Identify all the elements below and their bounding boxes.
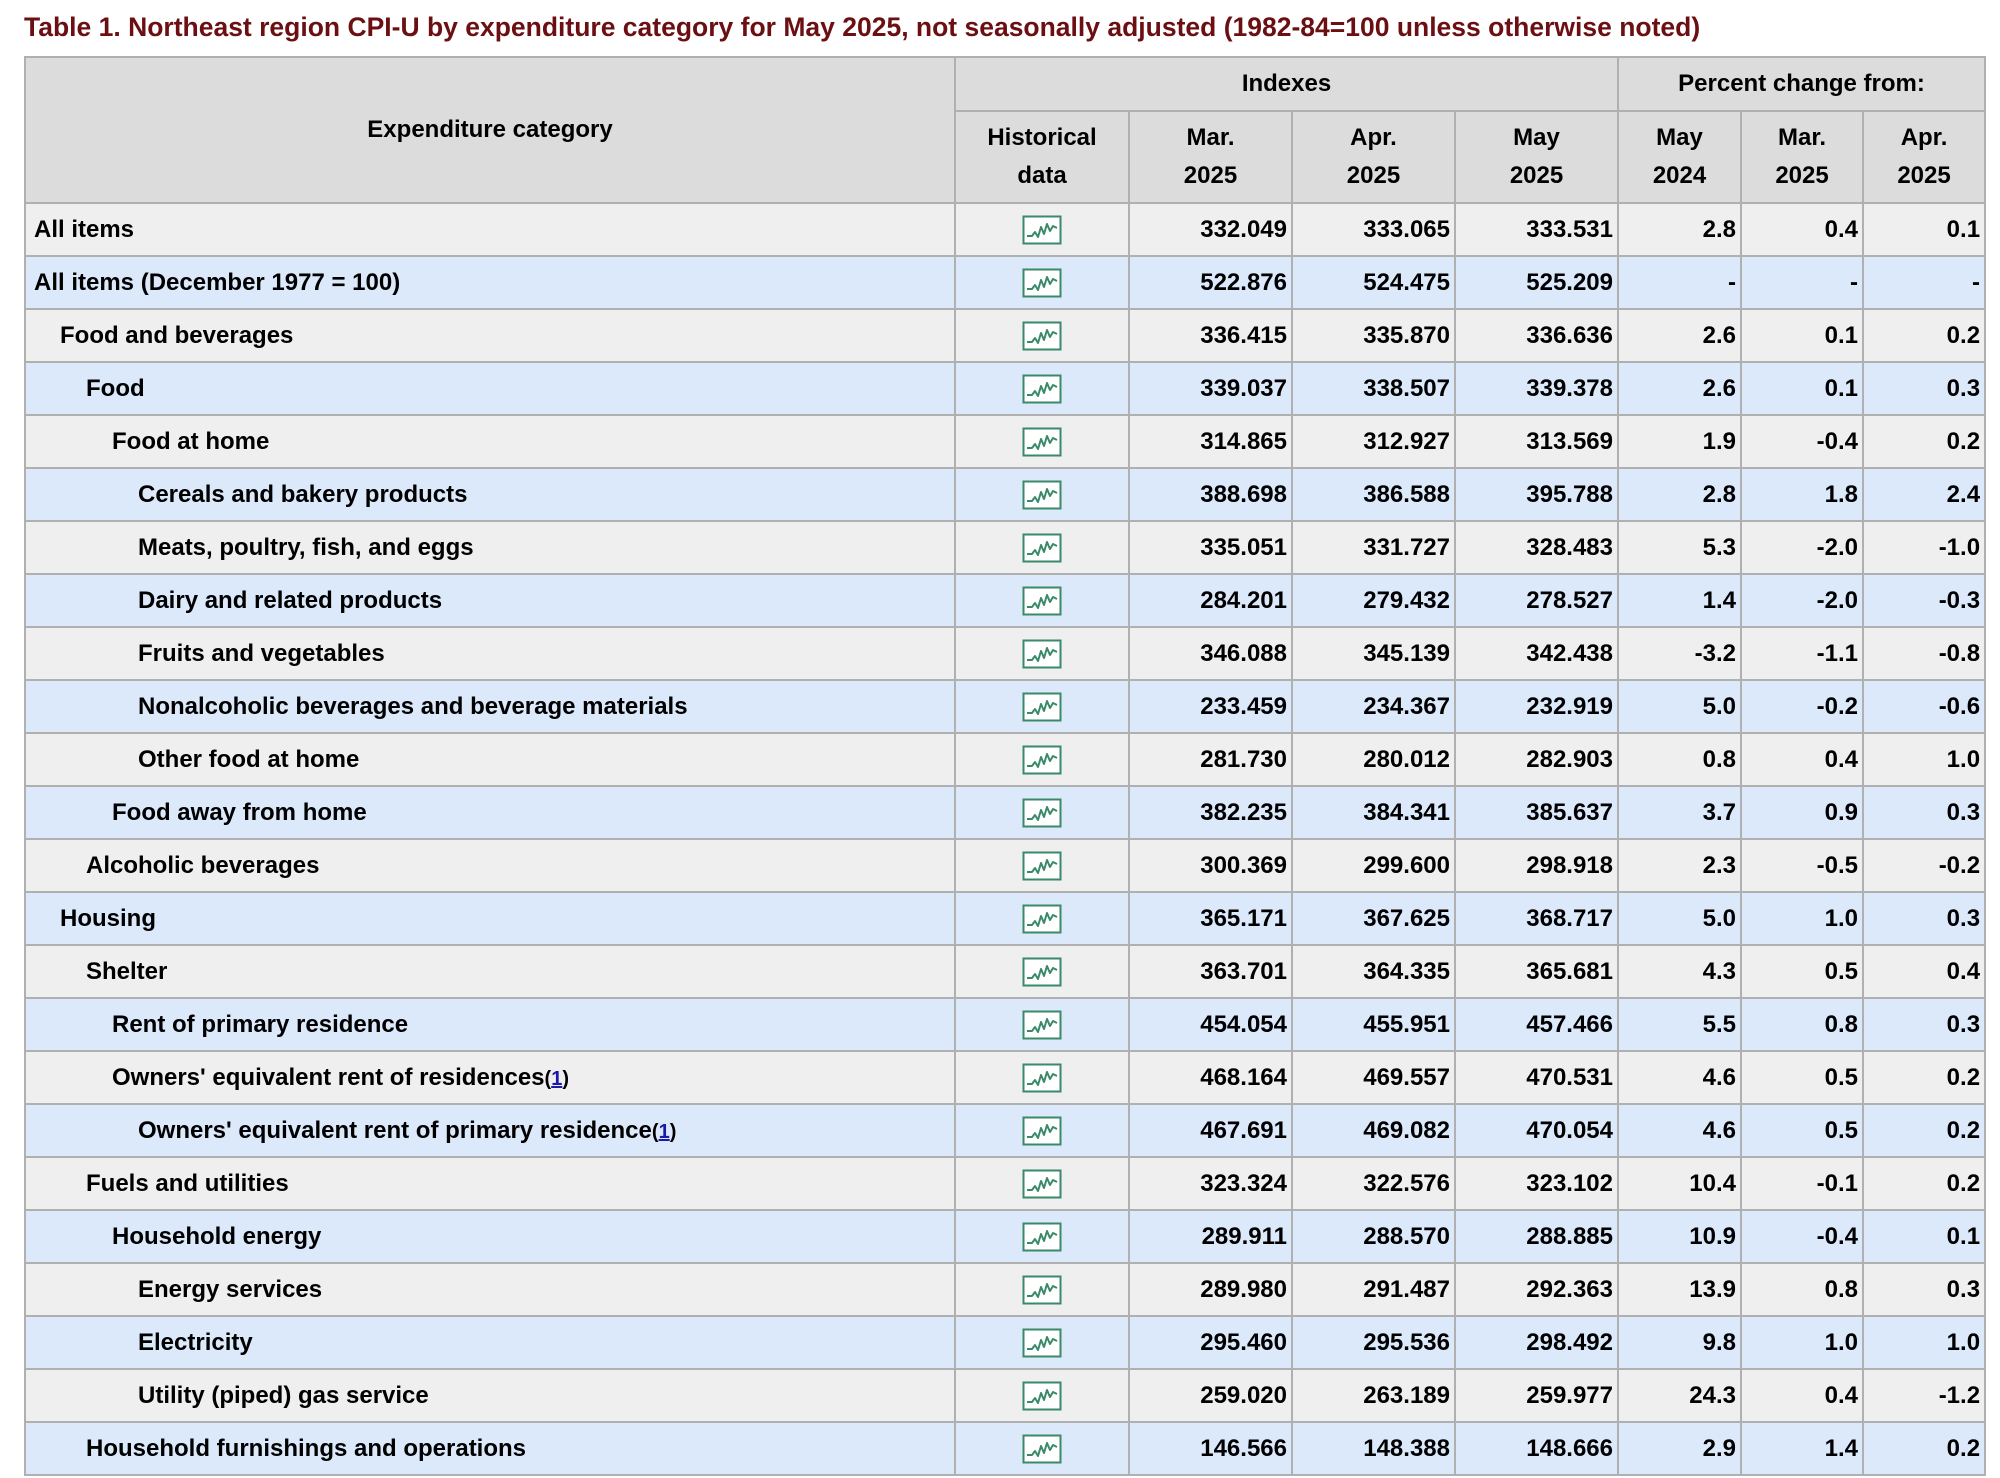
category-cell <box>25 733 955 786</box>
index-mar-2025: 363.701 <box>1129 945 1292 998</box>
category-cell <box>25 839 955 892</box>
index-may-2025: 336.636 <box>1455 309 1618 362</box>
line-chart-icon <box>1022 1328 1062 1358</box>
index-may-2025: 525.209 <box>1455 256 1618 309</box>
index-may-2025: 323.102 <box>1455 1157 1618 1210</box>
cpi-table <box>24 56 1986 1476</box>
category-label: Owners' equivalent rent of primary residence <box>138 1116 652 1144</box>
index-mar-2025: 284.201 <box>1129 574 1292 627</box>
category-label: Utility (piped) gas service <box>138 1381 429 1409</box>
index-apr-2025: 263.189 <box>1292 1369 1455 1422</box>
category-label: All items (December 1977 = 100) <box>34 268 401 296</box>
pct-change-may-2024: - <box>1618 256 1741 309</box>
pct-change-may-2024: 5.5 <box>1618 998 1741 1051</box>
pct-change-mar-2025: -0.2 <box>1741 680 1863 733</box>
header-year: 2025 <box>1897 162 1951 189</box>
footnote-paren: ) <box>562 1067 569 1090</box>
index-apr-2025: 234.367 <box>1292 680 1455 733</box>
index-mar-2025: 335.051 <box>1129 521 1292 574</box>
line-chart-icon <box>1022 533 1062 563</box>
line-chart-icon <box>1022 427 1062 457</box>
pct-change-apr-2025: 0.2 <box>1863 1104 1985 1157</box>
table-row <box>25 203 1985 256</box>
category-cell <box>25 1422 955 1475</box>
pct-change-may-2024: 0.8 <box>1618 733 1741 786</box>
footnote-paren: ( <box>544 1067 552 1090</box>
category-label: Housing <box>60 904 156 932</box>
historical-data-link[interactable] <box>955 203 1129 256</box>
table-row <box>25 362 1985 415</box>
pct-change-apr-2025: 0.3 <box>1863 998 1985 1051</box>
category-cell <box>25 627 955 680</box>
pct-change-apr-2025: 1.0 <box>1863 1316 1985 1369</box>
index-apr-2025: 345.139 <box>1292 627 1455 680</box>
line-chart-icon <box>1022 321 1062 351</box>
table-row <box>25 1104 1985 1157</box>
index-may-2025: 470.531 <box>1455 1051 1618 1104</box>
line-chart-icon <box>1022 1169 1062 1199</box>
footnote-link[interactable]: 1 <box>658 1120 670 1143</box>
pct-change-mar-2025: 0.4 <box>1741 1369 1863 1422</box>
historical-data-link[interactable] <box>955 1051 1129 1104</box>
historical-data-link[interactable] <box>955 1369 1129 1422</box>
index-apr-2025: 288.570 <box>1292 1210 1455 1263</box>
pct-change-mar-2025: 1.0 <box>1741 1316 1863 1369</box>
header-month: May <box>1656 124 1703 151</box>
index-apr-2025: 455.951 <box>1292 998 1455 1051</box>
index-mar-2025: 289.980 <box>1129 1263 1292 1316</box>
header-pct-may-2024 <box>1618 111 1741 203</box>
pct-change-may-2024: 1.4 <box>1618 574 1741 627</box>
table-row <box>25 945 1985 998</box>
historical-data-link[interactable] <box>955 1422 1129 1475</box>
footnote-paren: ) <box>669 1120 677 1143</box>
table-row <box>25 786 1985 839</box>
header-year: 2024 <box>1652 162 1707 189</box>
index-may-2025: 282.903 <box>1455 733 1618 786</box>
pct-change-apr-2025: 0.1 <box>1863 1210 1985 1263</box>
index-mar-2025: 300.369 <box>1129 839 1292 892</box>
index-apr-2025: 279.432 <box>1292 574 1455 627</box>
table-row <box>25 892 1985 945</box>
pct-change-may-2024: 2.3 <box>1618 839 1741 892</box>
pct-change-mar-2025: 0.1 <box>1741 362 1863 415</box>
pct-change-may-2024: 9.8 <box>1618 1316 1741 1369</box>
category-cell <box>25 203 955 256</box>
pct-change-may-2024: 2.8 <box>1618 203 1741 256</box>
line-chart-icon <box>1022 1116 1062 1146</box>
category-cell <box>25 892 955 945</box>
header-month: May <box>1513 124 1560 151</box>
table-row <box>25 680 1985 733</box>
index-mar-2025: 339.037 <box>1129 362 1292 415</box>
index-apr-2025: 291.487 <box>1292 1263 1455 1316</box>
category-label: Meats, poultry, fish, and eggs <box>138 533 474 561</box>
pct-change-apr-2025: 0.4 <box>1863 945 1985 998</box>
pct-change-mar-2025: 0.4 <box>1741 733 1863 786</box>
index-may-2025: 385.637 <box>1455 786 1618 839</box>
index-may-2025: 148.666 <box>1455 1422 1618 1475</box>
index-may-2025: 313.569 <box>1455 415 1618 468</box>
header-pct-mar-2025 <box>1741 111 1863 203</box>
pct-change-may-2024: -3.2 <box>1618 627 1741 680</box>
index-apr-2025: 280.012 <box>1292 733 1455 786</box>
header-historical-line1: Historical <box>987 124 1097 151</box>
header-mar-2025 <box>1129 111 1292 203</box>
index-mar-2025: 281.730 <box>1129 733 1292 786</box>
category-cell <box>25 945 955 998</box>
index-mar-2025: 314.865 <box>1129 415 1292 468</box>
index-mar-2025: 233.459 <box>1129 680 1292 733</box>
header-expenditure-category: Expenditure category <box>25 57 955 203</box>
pct-change-apr-2025: 0.1 <box>1863 203 1985 256</box>
footnote-paren: ( <box>651 1120 659 1143</box>
header-historical-line2: data <box>1017 162 1067 189</box>
line-chart-icon <box>1022 957 1062 987</box>
category-cell <box>25 786 955 839</box>
historical-data-link[interactable] <box>955 256 1129 309</box>
table-row <box>25 309 1985 362</box>
index-apr-2025: 469.082 <box>1292 1104 1455 1157</box>
category-cell <box>25 1369 955 1422</box>
line-chart-icon <box>1022 1063 1062 1093</box>
historical-data-link[interactable] <box>955 309 1129 362</box>
category-label: Food at home <box>112 427 270 455</box>
pct-change-mar-2025: -2.0 <box>1741 574 1863 627</box>
line-chart-icon <box>1022 639 1062 669</box>
category-label: Food <box>86 374 145 402</box>
index-mar-2025: 388.698 <box>1129 468 1292 521</box>
index-apr-2025: 299.600 <box>1292 839 1455 892</box>
index-apr-2025: 469.557 <box>1292 1051 1455 1104</box>
table-row <box>25 256 1985 309</box>
category-label: Cereals and bakery products <box>138 480 468 508</box>
table-row <box>25 1051 1985 1104</box>
pct-change-may-2024: 5.0 <box>1618 892 1741 945</box>
table-row <box>25 574 1985 627</box>
table-row <box>25 1157 1985 1210</box>
category-cell <box>25 362 955 415</box>
pct-change-may-2024: 3.7 <box>1618 786 1741 839</box>
pct-change-mar-2025: 0.5 <box>1741 945 1863 998</box>
historical-data-link[interactable] <box>955 1263 1129 1316</box>
pct-change-may-2024: 2.6 <box>1618 309 1741 362</box>
category-label: Household furnishings and operations <box>86 1434 527 1462</box>
pct-change-may-2024: 4.3 <box>1618 945 1741 998</box>
line-chart-icon <box>1022 268 1062 298</box>
category-cell <box>25 574 955 627</box>
index-apr-2025: 386.588 <box>1292 468 1455 521</box>
line-chart-icon <box>1022 745 1062 775</box>
pct-change-mar-2025: - <box>1741 256 1863 309</box>
category-cell <box>25 1316 955 1369</box>
header-pct-apr-2025 <box>1863 111 1985 203</box>
historical-data-link[interactable] <box>955 786 1129 839</box>
pct-change-apr-2025: 1.0 <box>1863 733 1985 786</box>
pct-change-apr-2025: -0.2 <box>1863 839 1985 892</box>
table-row <box>25 998 1985 1051</box>
index-may-2025: 457.466 <box>1455 998 1618 1051</box>
header-historical-data <box>955 111 1129 203</box>
pct-change-may-2024: 4.6 <box>1618 1051 1741 1104</box>
index-apr-2025: 384.341 <box>1292 786 1455 839</box>
index-may-2025: 368.717 <box>1455 892 1618 945</box>
pct-change-apr-2025: 0.2 <box>1863 415 1985 468</box>
header-percent-change: Percent change from: <box>1618 57 1985 111</box>
pct-change-mar-2025: 1.8 <box>1741 468 1863 521</box>
index-may-2025: 292.363 <box>1455 1263 1618 1316</box>
index-apr-2025: 148.388 <box>1292 1422 1455 1475</box>
index-may-2025: 470.054 <box>1455 1104 1618 1157</box>
index-apr-2025: 331.727 <box>1292 521 1455 574</box>
category-label: Other food at home <box>138 745 360 773</box>
table-row <box>25 1422 1985 1475</box>
table-row <box>25 1263 1985 1316</box>
index-mar-2025: 259.020 <box>1129 1369 1292 1422</box>
table-caption: Table 1. Northeast region CPI-U by expenditure category for May 2025, not seasonally adjusted (1982-84=100 unless otherwise noted) <box>24 12 1701 42</box>
historical-data-link[interactable] <box>955 1157 1129 1210</box>
index-mar-2025: 323.324 <box>1129 1157 1292 1210</box>
line-chart-icon <box>1022 215 1062 245</box>
pct-change-may-2024: 5.0 <box>1618 680 1741 733</box>
index-mar-2025: 365.171 <box>1129 892 1292 945</box>
category-cell <box>25 1210 955 1263</box>
index-mar-2025: 146.566 <box>1129 1422 1292 1475</box>
pct-change-apr-2025: -0.8 <box>1863 627 1985 680</box>
table-row <box>25 839 1985 892</box>
category-label: Alcoholic beverages <box>86 851 320 879</box>
pct-change-mar-2025: 0.9 <box>1741 786 1863 839</box>
historical-data-link[interactable] <box>955 892 1129 945</box>
category-cell <box>25 521 955 574</box>
pct-change-may-2024: 24.3 <box>1618 1369 1741 1422</box>
pct-change-apr-2025: -1.2 <box>1863 1369 1985 1422</box>
pct-change-may-2024: 2.9 <box>1618 1422 1741 1475</box>
historical-data-link[interactable] <box>955 415 1129 468</box>
line-chart-icon <box>1022 851 1062 881</box>
index-may-2025: 333.531 <box>1455 203 1618 256</box>
pct-change-apr-2025: 2.4 <box>1863 468 1985 521</box>
index-may-2025: 395.788 <box>1455 468 1618 521</box>
index-mar-2025: 289.911 <box>1129 1210 1292 1263</box>
index-may-2025: 288.885 <box>1455 1210 1618 1263</box>
pct-change-may-2024: 10.4 <box>1618 1157 1741 1210</box>
pct-change-may-2024: 2.8 <box>1618 468 1741 521</box>
pct-change-mar-2025: -0.4 <box>1741 1210 1863 1263</box>
index-mar-2025: 295.460 <box>1129 1316 1292 1369</box>
category-label: Owners' equivalent rent of residences <box>112 1063 545 1091</box>
category-cell <box>25 309 955 362</box>
historical-data-link[interactable] <box>955 1210 1129 1263</box>
pct-change-apr-2025: 0.2 <box>1863 309 1985 362</box>
pct-change-may-2024: 4.6 <box>1618 1104 1741 1157</box>
index-may-2025: 259.977 <box>1455 1369 1618 1422</box>
header-month: Apr. <box>1350 124 1397 151</box>
pct-change-mar-2025: 1.4 <box>1741 1422 1863 1475</box>
header-year: 2025 <box>1346 162 1401 189</box>
historical-data-link[interactable] <box>955 680 1129 733</box>
index-may-2025: 298.492 <box>1455 1316 1618 1369</box>
pct-change-apr-2025: 0.3 <box>1863 362 1985 415</box>
index-mar-2025: 454.054 <box>1129 998 1292 1051</box>
index-apr-2025: 367.625 <box>1292 892 1455 945</box>
category-label: Household energy <box>112 1222 322 1250</box>
index-apr-2025: 338.507 <box>1292 362 1455 415</box>
index-mar-2025: 467.691 <box>1129 1104 1292 1157</box>
historical-data-link[interactable] <box>955 733 1129 786</box>
table-row <box>25 468 1985 521</box>
pct-change-may-2024: 2.6 <box>1618 362 1741 415</box>
table-row <box>25 415 1985 468</box>
table-row <box>25 733 1985 786</box>
historical-data-link[interactable] <box>955 839 1129 892</box>
index-mar-2025: 332.049 <box>1129 203 1292 256</box>
pct-change-apr-2025: -0.6 <box>1863 680 1985 733</box>
header-month: Mar. <box>1186 124 1235 151</box>
category-label: Dairy and related products <box>138 586 443 614</box>
historical-data-link[interactable] <box>955 468 1129 521</box>
header-may-2025 <box>1455 111 1618 203</box>
category-cell <box>25 1263 955 1316</box>
category-label: Energy services <box>138 1275 323 1303</box>
historical-data-link[interactable] <box>955 998 1129 1051</box>
index-mar-2025: 468.164 <box>1129 1051 1292 1104</box>
historical-data-link[interactable] <box>955 574 1129 627</box>
table-row <box>25 1210 1985 1263</box>
index-may-2025: 298.918 <box>1455 839 1618 892</box>
category-cell <box>25 680 955 733</box>
line-chart-icon <box>1022 480 1062 510</box>
pct-change-mar-2025: 0.5 <box>1741 1051 1863 1104</box>
index-apr-2025: 295.536 <box>1292 1316 1455 1369</box>
historical-data-link[interactable] <box>955 945 1129 998</box>
pct-change-apr-2025: 0.3 <box>1863 892 1985 945</box>
pct-change-may-2024: 1.9 <box>1618 415 1741 468</box>
index-apr-2025: 322.576 <box>1292 1157 1455 1210</box>
pct-change-mar-2025: 0.5 <box>1741 1104 1863 1157</box>
pct-change-apr-2025: 0.2 <box>1863 1051 1985 1104</box>
pct-change-apr-2025: - <box>1863 256 1985 309</box>
pct-change-apr-2025: 0.3 <box>1863 786 1985 839</box>
pct-change-mar-2025: -1.1 <box>1741 627 1863 680</box>
header-month: Mar. <box>1778 124 1827 151</box>
pct-change-apr-2025: -1.0 <box>1863 521 1985 574</box>
index-may-2025: 365.681 <box>1455 945 1618 998</box>
pct-change-mar-2025: 0.8 <box>1741 1263 1863 1316</box>
line-chart-icon <box>1022 798 1062 828</box>
category-cell <box>25 256 955 309</box>
pct-change-may-2024: 10.9 <box>1618 1210 1741 1263</box>
line-chart-icon <box>1022 692 1062 722</box>
category-cell <box>25 998 955 1051</box>
pct-change-apr-2025: 0.3 <box>1863 1263 1985 1316</box>
pct-change-mar-2025: 0.8 <box>1741 998 1863 1051</box>
index-may-2025: 342.438 <box>1455 627 1618 680</box>
category-label: Nonalcoholic beverages and beverage materials <box>138 692 688 720</box>
index-apr-2025: 364.335 <box>1292 945 1455 998</box>
pct-change-may-2024: 13.9 <box>1618 1263 1741 1316</box>
category-label: All items <box>34 215 135 243</box>
category-cell <box>25 1051 955 1104</box>
header-indexes: Indexes <box>955 57 1618 111</box>
index-apr-2025: 524.475 <box>1292 256 1455 309</box>
category-label: Rent of primary residence <box>112 1010 409 1038</box>
index-apr-2025: 333.065 <box>1292 203 1455 256</box>
header-year: 2025 <box>1509 162 1564 189</box>
line-chart-icon <box>1022 1010 1062 1040</box>
category-cell <box>25 415 955 468</box>
header-month: Apr. <box>1900 124 1948 151</box>
index-apr-2025: 335.870 <box>1292 309 1455 362</box>
line-chart-icon <box>1022 1381 1062 1411</box>
category-label: Electricity <box>138 1328 253 1356</box>
line-chart-icon <box>1022 374 1062 404</box>
pct-change-mar-2025: -0.5 <box>1741 839 1863 892</box>
category-label: Fuels and utilities <box>86 1169 289 1197</box>
table-row <box>25 521 1985 574</box>
historical-data-link[interactable] <box>955 362 1129 415</box>
pct-change-mar-2025: -0.4 <box>1741 415 1863 468</box>
index-may-2025: 278.527 <box>1455 574 1618 627</box>
index-apr-2025: 312.927 <box>1292 415 1455 468</box>
header-apr-2025 <box>1292 111 1455 203</box>
line-chart-icon <box>1022 1434 1062 1464</box>
table-row <box>25 1316 1985 1369</box>
line-chart-icon <box>1022 904 1062 934</box>
category-label: Fruits and vegetables <box>138 639 385 667</box>
pct-change-apr-2025: 0.2 <box>1863 1157 1985 1210</box>
table-row <box>25 1369 1985 1422</box>
category-cell <box>25 1157 955 1210</box>
footnote-link[interactable]: 1 <box>551 1067 563 1090</box>
index-may-2025: 328.483 <box>1455 521 1618 574</box>
pct-change-apr-2025: -0.3 <box>1863 574 1985 627</box>
index-mar-2025: 336.415 <box>1129 309 1292 362</box>
pct-change-mar-2025: 0.4 <box>1741 203 1863 256</box>
category-label: Food and beverages <box>60 321 294 349</box>
pct-change-mar-2025: -0.1 <box>1741 1157 1863 1210</box>
line-chart-icon <box>1022 586 1062 616</box>
category-label: Food away from home <box>112 798 367 826</box>
category-cell <box>25 1104 955 1157</box>
header-year: 2025 <box>1183 162 1238 189</box>
historical-data-link[interactable] <box>955 627 1129 680</box>
historical-data-link[interactable] <box>955 521 1129 574</box>
line-chart-icon <box>1022 1222 1062 1252</box>
index-may-2025: 339.378 <box>1455 362 1618 415</box>
table-row <box>25 627 1985 680</box>
header-year: 2025 <box>1775 162 1829 189</box>
category-label: Shelter <box>86 957 168 985</box>
historical-data-link[interactable] <box>955 1104 1129 1157</box>
index-may-2025: 232.919 <box>1455 680 1618 733</box>
line-chart-icon <box>1022 1275 1062 1305</box>
historical-data-link[interactable] <box>955 1316 1129 1369</box>
category-cell <box>25 468 955 521</box>
pct-change-mar-2025: 1.0 <box>1741 892 1863 945</box>
pct-change-mar-2025: -2.0 <box>1741 521 1863 574</box>
index-mar-2025: 382.235 <box>1129 786 1292 839</box>
pct-change-may-2024: 5.3 <box>1618 521 1741 574</box>
pct-change-mar-2025: 0.1 <box>1741 309 1863 362</box>
index-mar-2025: 522.876 <box>1129 256 1292 309</box>
pct-change-apr-2025: 0.2 <box>1863 1422 1985 1475</box>
index-mar-2025: 346.088 <box>1129 627 1292 680</box>
